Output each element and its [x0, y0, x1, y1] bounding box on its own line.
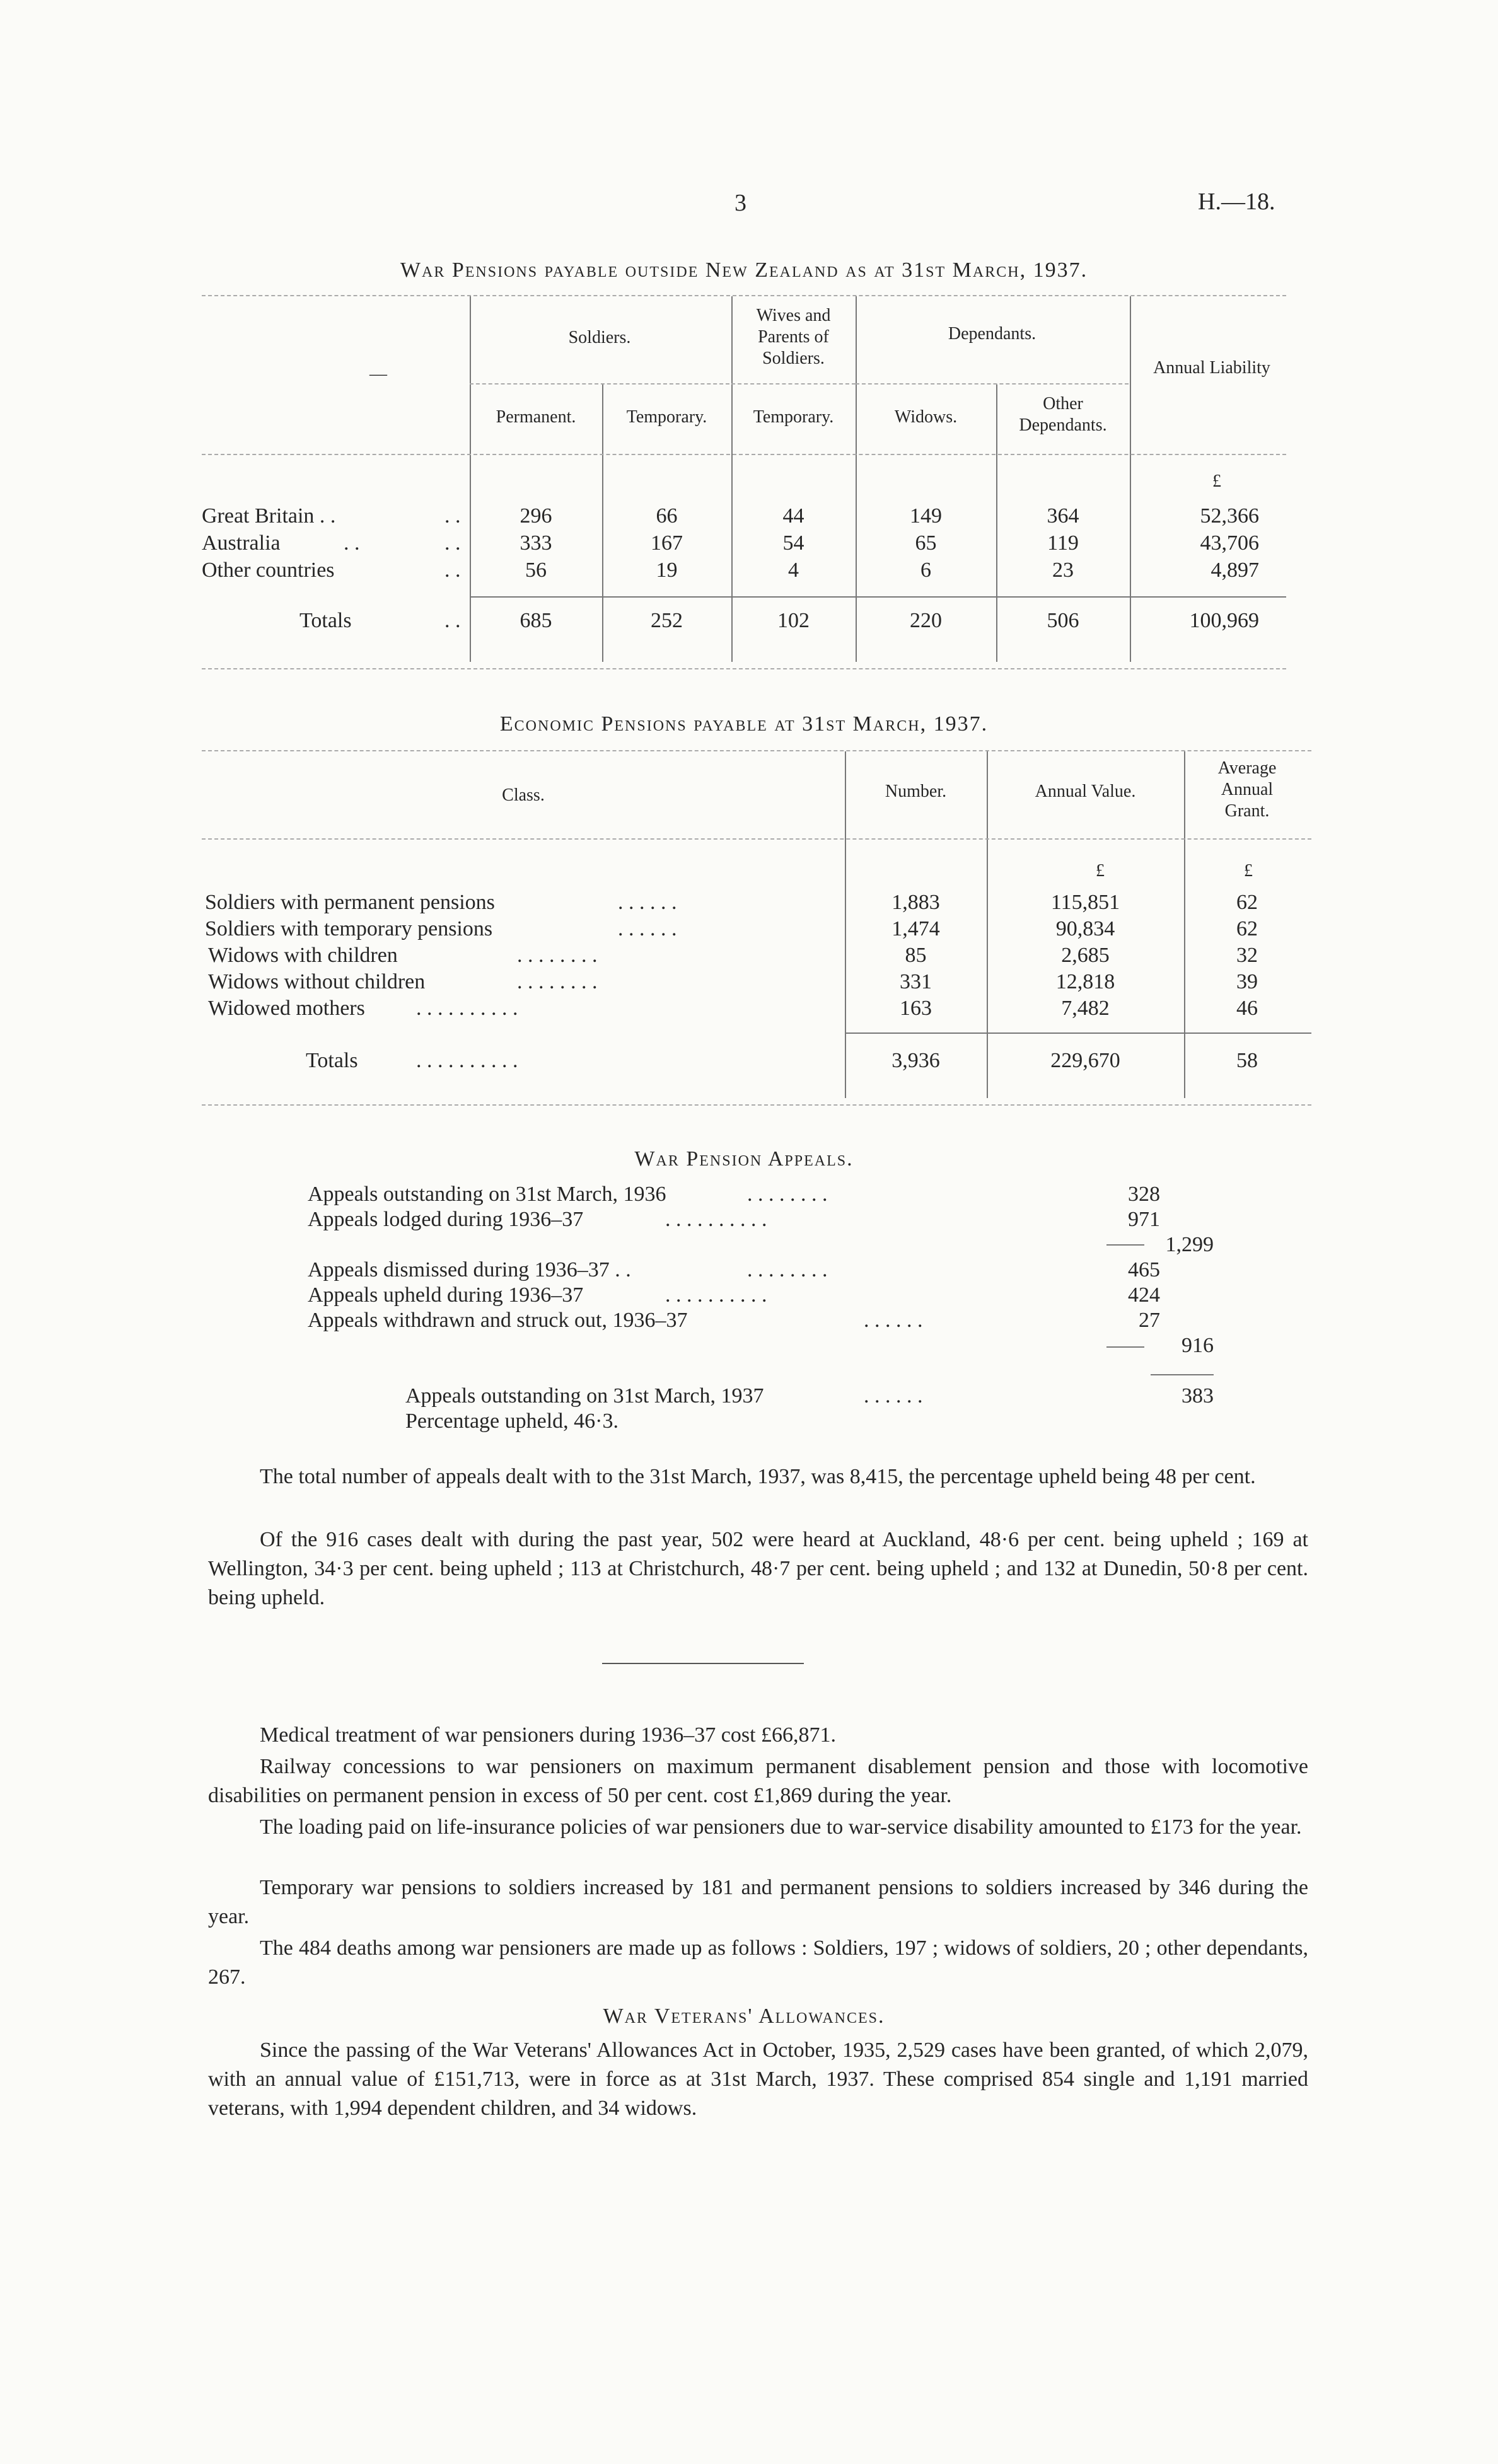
appeal-line-dots: . . . . . . . .: [747, 1183, 828, 1206]
economic-pensions-title: Economic Pensions payable at 31st March, 1937.: [499, 712, 989, 736]
header-dependants: Dependants.: [948, 324, 1036, 344]
totals-dots: . .: [444, 609, 461, 632]
header-permanent: Permanent.: [496, 407, 576, 427]
appeal-value: 328: [1128, 1183, 1160, 1206]
cell-annual: 52,366: [1200, 504, 1259, 528]
cell-number: 331: [900, 970, 932, 993]
cell-wives: 54: [782, 531, 804, 555]
row-dots: . .: [444, 558, 461, 582]
header-wives-parents: Wives and Parents of Soldiers.: [756, 306, 831, 368]
appeal-line-dots: . . . . . . . . . .: [665, 1283, 767, 1307]
veterans-title: War Veterans' Allowances.: [603, 2004, 885, 2028]
cell-temporary: 19: [656, 558, 678, 582]
appeal-line-dots: . . . . . .: [864, 1309, 923, 1332]
header-widows: Widows.: [894, 407, 958, 427]
appeals-percentage: Percentage upheld, 46·3.: [405, 1409, 618, 1433]
appeals-outstanding-dots: . . . . . .: [864, 1384, 923, 1408]
paragraph-cases-by-city: Of the 916 cases dealt with during the past year, 502 were heard at Auckland, 48·6 per cent. being upheld ; 169 at Wellington, 34·3 per cent. being upheld ; 113 at Christchurch, 48·7 per cent. being upheld ; and 132 at Dunedin, 50·8 per cent. being upheld.: [208, 1528, 1308, 1609]
total-wives: 102: [777, 609, 810, 632]
cell-temporary: 66: [656, 504, 678, 528]
pound-sign: £: [1212, 471, 1221, 491]
page-number: 3: [734, 190, 746, 216]
cell-value: 90,834: [1055, 917, 1115, 940]
appeal-value: 27: [1139, 1309, 1160, 1332]
total-widows: 220: [910, 609, 942, 632]
cell-average: 46: [1236, 997, 1258, 1020]
cell-annual: 43,706: [1200, 531, 1259, 555]
total-permanent: 685: [520, 609, 552, 632]
total-other: 506: [1047, 609, 1079, 632]
appeals-outstanding-value: 383: [1182, 1384, 1214, 1408]
paragraph-temporary: Temporary war pensions to soldiers increased by 181 and permanent pensions to soldiers increased by 346 during the year.: [208, 1876, 1308, 1928]
header-average-grant: Average Annual Grant.: [1217, 758, 1277, 821]
total-average: 58: [1236, 1049, 1258, 1072]
row-dots: . . . . . .: [618, 917, 677, 940]
header-soldiers: Soldiers.: [568, 328, 631, 347]
appeals-outstanding-label: Appeals outstanding on 31st March, 1937: [405, 1384, 764, 1408]
cell-wives: 44: [782, 504, 804, 528]
header-class: Class.: [502, 785, 545, 805]
paragraph-insurance: The loading paid on life-insurance policies of war pensioners due to war-service disability amounted to £173 for the year.: [260, 1815, 1302, 1839]
cell-temporary: 167: [651, 531, 683, 555]
row-label: Widowed mothers: [208, 997, 365, 1020]
header-number: Number.: [885, 782, 947, 801]
totals-label: Totals: [306, 1049, 358, 1072]
appeal-line-label: Appeals upheld during 1936–37: [308, 1283, 584, 1307]
appeal-line-label: Appeals lodged during 1936–37: [308, 1208, 584, 1231]
row-label: Widows without children: [208, 970, 426, 993]
appeal-line-dots: . . . . . . . . . .: [665, 1208, 767, 1231]
appeal-subtotal: 1,299: [1165, 1233, 1214, 1256]
cell-permanent: 56: [525, 558, 547, 582]
row-dots: . . . . . . . . . .: [416, 997, 518, 1020]
paragraph-medical: Medical treatment of war pensioners during 1936–37 cost £66,871.: [260, 1723, 837, 1747]
appeals-title: War Pension Appeals.: [634, 1147, 854, 1171]
paragraph-deaths: The 484 deaths among war pensioners are made up as follows : Soldiers, 197 ; widows of soldiers, 20 ; other dependants, 267.: [208, 1936, 1308, 1989]
cell-number: 163: [900, 997, 932, 1020]
appeal-line-label: Appeals outstanding on 31st March, 1936: [308, 1183, 666, 1206]
row-dots: . . . . . .: [618, 891, 677, 914]
cell-widows: 149: [910, 504, 942, 528]
header-temporary: Temporary.: [626, 407, 707, 427]
appeal-value: 424: [1128, 1283, 1160, 1307]
row-label: Great Britain . .: [202, 504, 336, 528]
appeal-line-dots: . . . . . . . .: [747, 1258, 828, 1281]
cell-permanent: 296: [520, 504, 552, 528]
cell-value: 12,818: [1055, 970, 1115, 993]
cell-permanent: 333: [520, 531, 552, 555]
appeal-line-label: Appeals withdrawn and struck out, 1936–37: [308, 1309, 688, 1332]
row-dots: . . . . . . . .: [517, 970, 598, 993]
cell-other: 119: [1047, 531, 1079, 555]
section-divider: [602, 1663, 804, 1664]
appeal-subtotal: 916: [1182, 1334, 1214, 1357]
australia-dots: . .: [344, 531, 360, 555]
cell-wives: 4: [788, 558, 799, 582]
header-blank-dash: —: [369, 364, 387, 384]
total-annual: 100,969: [1189, 609, 1259, 632]
cell-other: 364: [1047, 504, 1079, 528]
row-label: Soldiers with temporary pensions: [205, 917, 493, 940]
row-dots: . . . . . . . .: [517, 944, 598, 967]
row-label: Soldiers with permanent pensions: [205, 891, 495, 914]
cell-average: 62: [1236, 917, 1258, 940]
pound-sign: £: [1244, 861, 1253, 881]
cell-average: 62: [1236, 891, 1258, 914]
cell-value: 115,851: [1050, 891, 1120, 914]
row-dots: . .: [444, 531, 461, 555]
paragraph-total-appeals: The total number of appeals dealt with to the 31st March, 1937, was 8,415, the percentage upheld being 48 per cent.: [260, 1465, 1256, 1488]
totals-label: Totals: [299, 609, 352, 632]
header-annual-liability: Annual Liability: [1153, 358, 1270, 378]
header-annual-value: Annual Value.: [1035, 782, 1136, 801]
total-value: 229,670: [1050, 1049, 1120, 1072]
cell-number: 85: [905, 944, 927, 967]
row-dots: . .: [444, 504, 461, 528]
war-pensions-title: War Pensions payable outside New Zealand as at 31st March, 1937.: [400, 258, 1088, 282]
cell-average: 32: [1236, 944, 1258, 967]
pound-sign: £: [1096, 861, 1105, 881]
cell-number: 1,474: [891, 917, 940, 940]
row-label: Australia: [202, 531, 281, 555]
cell-average: 39: [1236, 970, 1258, 993]
cell-other: 23: [1052, 558, 1074, 582]
row-label: Other countries: [202, 558, 335, 582]
total-temporary: 252: [651, 609, 683, 632]
cell-widows: 65: [915, 531, 937, 555]
appeal-value: 465: [1128, 1258, 1160, 1281]
cell-value: 7,482: [1061, 997, 1110, 1020]
appeal-value: 971: [1128, 1208, 1160, 1231]
page-code: H.—18.: [1198, 188, 1275, 215]
totals-dots: . . . . . . . . . .: [416, 1049, 518, 1072]
row-label: Widows with children: [208, 944, 398, 967]
appeal-line-label: Appeals dismissed during 1936–37 . .: [308, 1258, 631, 1281]
cell-widows: 6: [920, 558, 931, 582]
header-other-dependants: Other Dependants.: [1019, 394, 1107, 435]
paragraph-veterans: Since the passing of the War Veterans' Allowances Act in October, 1935, 2,529 cases have been granted, of which 2,079, with an annual value of £151,713, were in force as at 31st March, 1937. These comprised 854 single and 1,191 married veterans, with 1,994 dependent children, and 34 widows.: [208, 2039, 1308, 2120]
cell-annual: 4,897: [1211, 558, 1259, 582]
header-temporary-wives: Temporary.: [753, 407, 834, 427]
paragraph-railway: Railway concessions to war pensioners on maximum permanent disablement pension and those with locomotive disabilities on permanent pension in excess of 50 per cent. cost £1,869 during the year.: [208, 1755, 1308, 1807]
cell-value: 2,685: [1061, 944, 1110, 967]
total-number: 3,936: [891, 1049, 940, 1072]
cell-number: 1,883: [891, 891, 940, 914]
